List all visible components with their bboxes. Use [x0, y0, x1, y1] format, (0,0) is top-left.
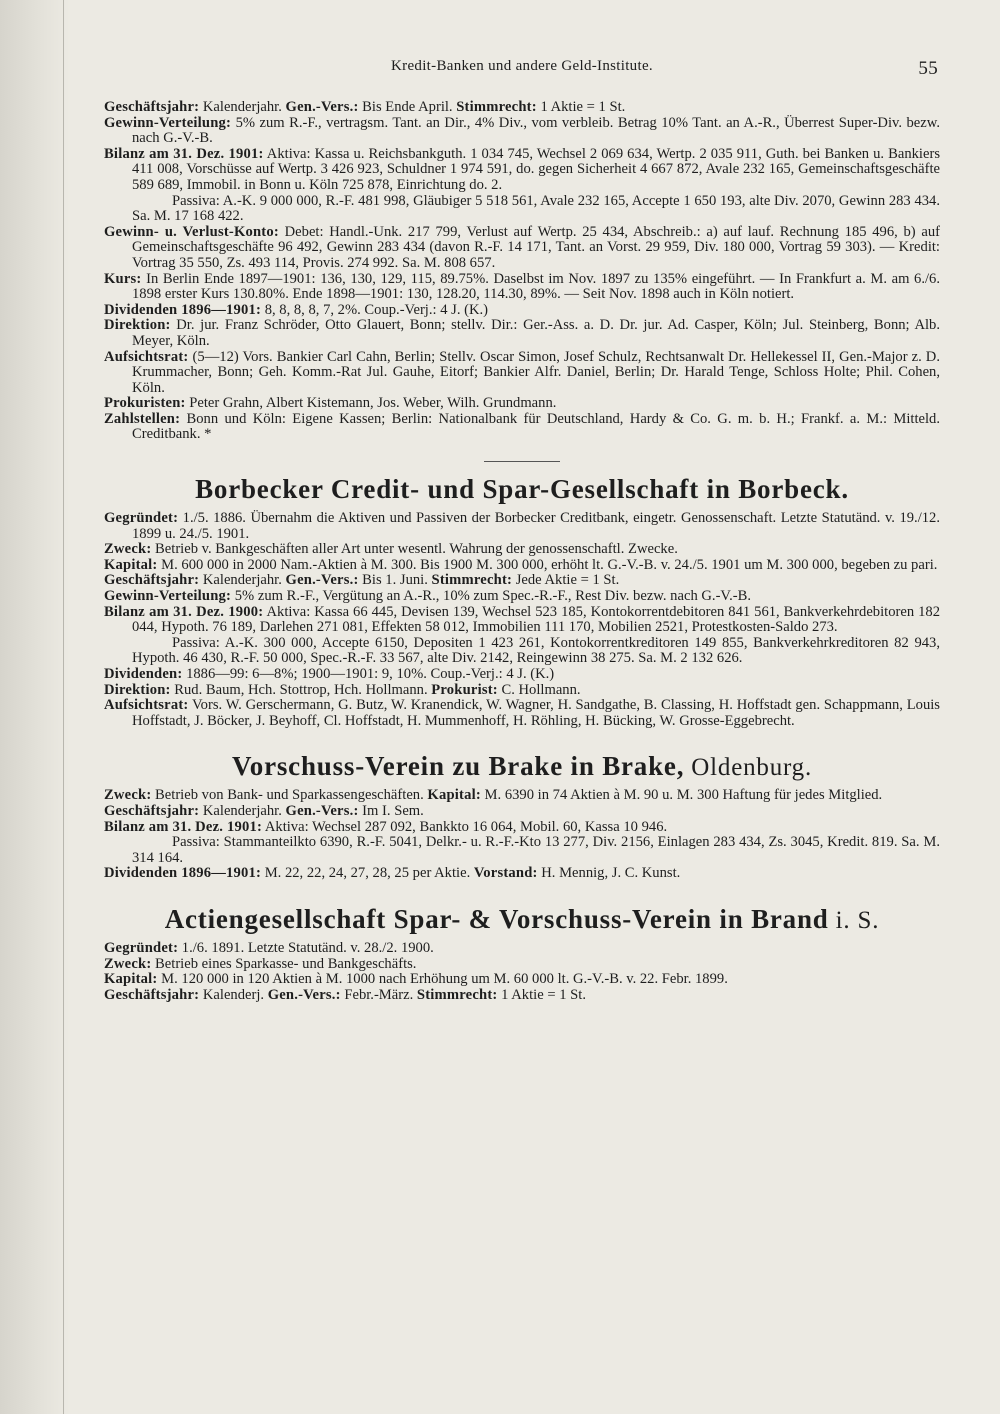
- title-borbeck: Borbecker Credit- und Spar-Gesellschaft in Borbeck.: [195, 474, 849, 505]
- entry-brand: [104, 941, 940, 1003]
- line-gewinn-verteilung: Gewinn-Verteilung: 5% zum R.-F., vertragsm. Tant. an Dir., 4% Div., vom verbleib. Betrag 10% Tant. an A.-R., Überrest Super-Div. bezw. nach G.-V.-B.: [104, 114, 940, 147]
- line-prokuristen: Prokuristen: Peter Grahn, Albert Kistemann, Jos. Weber, Wilh. Grundmann.: [104, 395, 557, 412]
- line-zahlstellen: Zahlstellen: Bonn und Köln: Eigene Kassen; Berlin: Nationalbank für Deutschland, Hardy & Co. G. m. b. H.; Frankf. a. M.: Mitteld. Creditbank. *: [104, 410, 940, 443]
- page-number: 55: [918, 58, 938, 79]
- line-gewinn-verlust: Gewinn- u. Verlust-Konto: Debet: Handl.-Unk. 217 799, Verlust auf Wertp. 25 434, Abschreib.: a) auf lauf. Rechnung 185 496, b) auf Gemeinschaftsgeschäfte 96 492, Gewinn 283 434 (davon R.-F. 14 171, Tant. an Vorst. 29 959, Div. 180 000, Vortrag 59 303). — Kredit: Vortrag 35 550, Zs. 493 114, Provis. 274 992. Sa. M. 808 657.: [104, 223, 940, 271]
- line-bilanz-passiva: Passiva: A.-K. 300 000, Accepte 6150, Depositen 1 423 261, Kontokorrentkreditoren 149 855, Bankverkehrkreditoren 82 943, Hypoth. 46 430, R.-F. 50 000, Spec.-R.-F. 33 567, alte Div. 2142, Reingewinn 38 275. Sa. M. 2 132 626.: [132, 634, 940, 667]
- line-direktion: Direktion: Rud. Baum, Hch. Stottrop, Hch. Hollmann. Prokurist: C. Hollmann.: [104, 681, 581, 698]
- title-brand: Actiengesellschaft Spar- & Vorschuss-Verein in Brand i. S.: [164, 903, 880, 934]
- line-gegruendet: Gegründet: 1./5. 1886. Übernahm die Aktiven und Passiven der Borbecker Creditbank, eingetr. Genossenschaft. Letzte Statutänd. v. 19./12. 1899 u. 24./5. 1901.: [104, 510, 940, 542]
- page-header: [104, 58, 940, 88]
- line-geschaeftsjahr: Geschäftsjahr: Kalenderj. Gen.-Vers.: Febr.-März. Stimmrecht: 1 Aktie = 1 St.: [104, 986, 586, 1003]
- line-aufsichtsrat: Aufsichtsrat: Vors. W. Gerschermann, G. Butz, W. Kranendick, W. Wagner, H. Sandgathe, B. Classing, H. Hoffstadt gen. Schappmann, Louis Hoffstadt, J. Böcker, J. Beyhoff, Cl. Hoffstadt, H. Mummenhoff, H. Röhling, H. Bücking, W. Grosse-Eggebrecht.: [104, 697, 940, 729]
- line-gegruendet: Gegründet: 1./6. 1891. Letzte Statutänd. v. 28./2. 1900.: [104, 939, 434, 956]
- line-zweck: Zweck: Betrieb von Bank- und Sparkassengeschäften. Kapital: M. 6390 in 74 Aktien à M. 90 u. M. 300 Haftung für jedes Mitglied.: [104, 787, 883, 804]
- line-kapital: Kapital: M. 600 000 in 2000 Nam.-Aktien à M. 300. Bis 1900 M. 300 000, erhöht lt. G.-V.-B. v. 24./5. 1901 um M. 300 000, begeben zu pari.: [104, 556, 938, 573]
- line-geschaeftsjahr: Geschäftsjahr: Kalenderjahr. Gen.-Vers.: Bis 1. Juni. Stimmrecht: Jede Aktie = 1 St.: [104, 572, 620, 589]
- line-bilanz-aktiva: Bilanz am 31. Dez. 1901: Aktiva: Wechsel 287 092, Bankkto 16 064, Mobil. 60, Kassa 10 946.: [104, 818, 668, 835]
- line-geschaeftsjahr: Geschäftsjahr: Kalenderjahr. Gen.-Vers.: Im I. Sem.: [104, 802, 424, 819]
- line-kapital: Kapital: M. 120 000 in 120 Aktien à M. 1000 nach Erhöhung um M. 60 000 lt. G.-V.-B. v. 22. Febr. 1899.: [104, 971, 728, 988]
- line-direktion: Direktion: Dr. jur. Franz Schröder, Otto Glauert, Bonn; stellv. Dir.: Ger.-Ass. a. D. Dr. jur. Ad. Casper, Köln; Jul. Steinberg, Bonn; Alb. Meyer, Köln.: [104, 317, 940, 349]
- line-bilanz-passiva: Passiva: Stammanteilkto 6390, R.-F. 5041, Delkr.- u. R.-F.-Kto 13 277, Div. 2156, Einlagen 283 434, Zs. 3045, Kredit. 819. Sa. M. 314 164.: [132, 834, 940, 866]
- line-bilanz-aktiva: Bilanz am 31. Dez. 1901: Aktiva: Kassa u. Reichsbankguth. 1 034 745, Wechsel 2 069 634, Wertp. 2 035 911, Guth. bei Banken u. Bankiers 411 008, Vorschüsse auf Wertp. 3 426 923, Schuldner 1 974 591, do. gegen Sicherheit 4 667 872, Avale 232 165, Gemeinschaftsgeschäfte 589 689, Immobil. in Bonn u. Köln 725 878, Einrichtung do. 2.: [104, 145, 940, 193]
- document-page: [104, 58, 940, 1003]
- binding-edge: [63, 0, 64, 1414]
- line-dividenden: Dividenden: 1886—99: 6—8%; 1900—1901: 9, 10%. Coup.-Verj.: 4 J. (K.): [104, 666, 555, 682]
- title-brake: Vorschuss-Verein zu Brake in Brake, Oldenburg.: [231, 751, 813, 782]
- running-title: Kredit-Banken und andere Geld-Institute.: [391, 58, 653, 74]
- line-bilanz-aktiva: Bilanz am 31. Dez. 1900: Aktiva: Kassa 66 445, Devisen 139, Wechsel 523 185, Kontokorrentdebitoren 841 561, Bankverkehrdebitoren 182 044, Hypoth. 76 189, Darlehen 271 081, Effekten 58 012, Immobilien 111 170, Mobilien 2521, Protestkosten-Saldo 273.: [104, 603, 940, 636]
- line-bilanz-passiva: Passiva: A.-K. 9 000 000, R.-F. 481 998, Gläubiger 5 518 561, Avale 232 165, Accepte 1 650 193, alte Div. 2070, Gewinn 283 434. Sa. M. 17 168 422.: [132, 192, 940, 225]
- binding-gutter: [0, 0, 70, 1414]
- entry-brake: [104, 788, 940, 882]
- section-divider: [484, 461, 560, 462]
- line-geschaeftsjahr: Geschäftsjahr: Kalenderjahr. Gen.-Vers.: Bis Ende April. Stimmrecht: 1 Aktie = 1 St.: [104, 99, 626, 115]
- line-kurs: Kurs: In Berlin Ende 1897—1901: 136, 130, 129, 115, 89.75%. Daselbst im Nov. 1897 zu 135% eingeführt. — In Frankfurt a. M. am 6./6. 1898 erster Kurs 130.80%. Ende 1898—1901: 130, 128.20, 114.30, 89%. — Seit Nov. 1898 auch in Köln notiert.: [104, 270, 940, 303]
- line-dividenden: Dividenden 1896—1901: 8, 8, 8, 8, 7, 2%. Coup.-Verj.: 4 J. (K.): [104, 301, 489, 318]
- entry-borbeck: [104, 511, 940, 729]
- line-zweck: Zweck: Betrieb eines Sparkasse- und Bankgeschäfts.: [104, 955, 417, 972]
- line-zweck: Zweck: Betrieb v. Bankgeschäften aller Art unter wesentl. Wahrung der genossenschaftl. Zwecke.: [104, 541, 678, 558]
- line-dividenden: Dividenden 1896—1901: M. 22, 22, 24, 27, 28, 25 per Aktie. Vorstand: H. Mennig, J. C. Kunst.: [104, 865, 681, 882]
- entry-kredit-bank: [104, 100, 940, 443]
- line-gewinn-verteilung: Gewinn-Verteilung: 5% zum R.-F., Vergütung an A.-R., 10% zum Spec.-R.-F., Rest Div. bezw. nach G.-V.-B.: [104, 588, 751, 605]
- line-aufsichtsrat: Aufsichtsrat: (5—12) Vors. Bankier Carl Cahn, Berlin; Stellv. Oscar Simon, Josef Schulz, Rechtsanwalt Dr. Hellekessel II, Gen.-Major z. D. Krummacher, Bonn; Geh. Komm.-Rat Jul. Gauhe, Eitorf; Bankier Alfr. Daniel, Berlin; Dr. Harald Tenge, Schloss Holte; Phil. Cohen, Köln.: [104, 348, 940, 396]
